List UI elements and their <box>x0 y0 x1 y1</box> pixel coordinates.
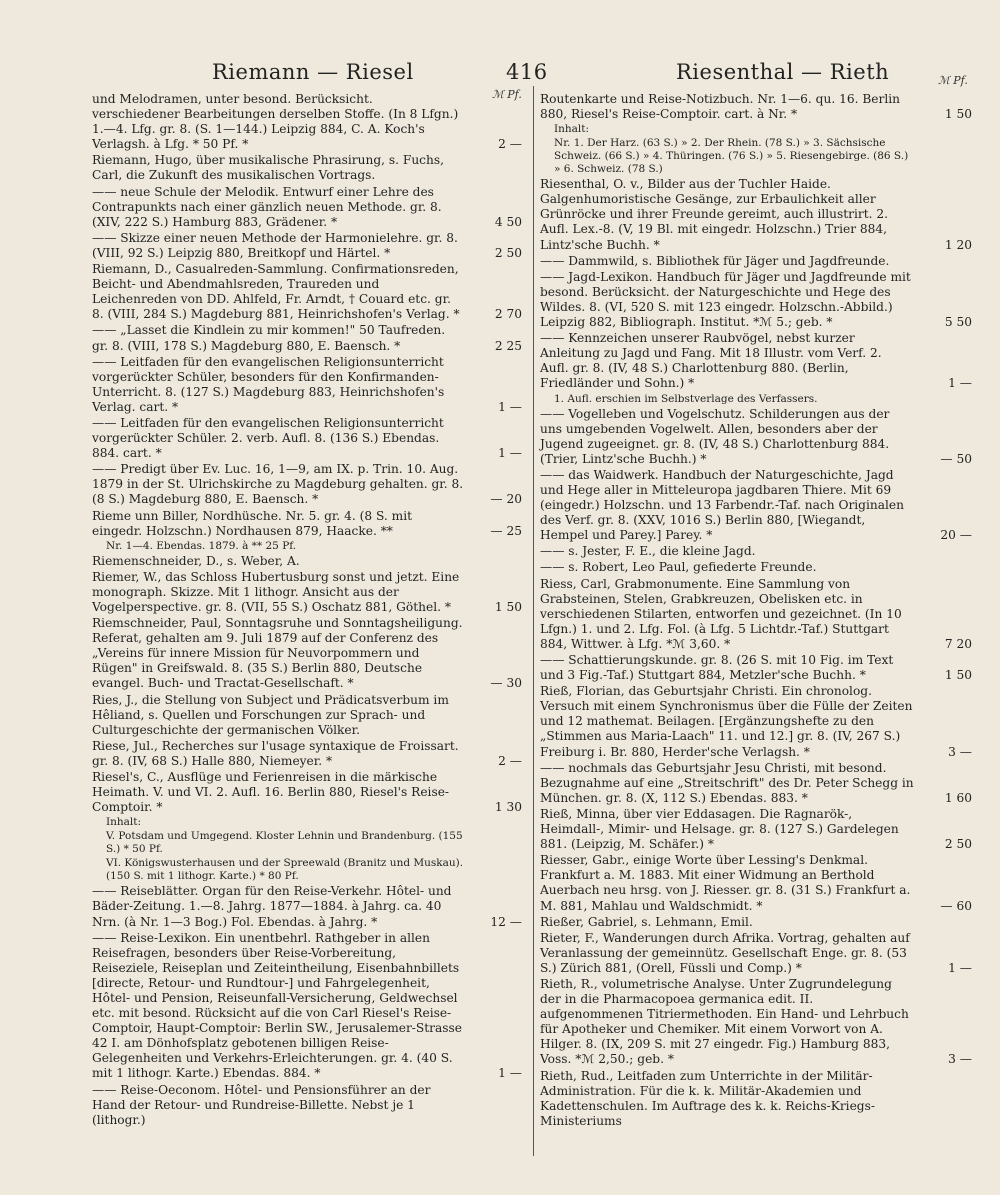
catalog-entry <box>92 931 522 1082</box>
entry-text: —— Jagd-Lexikon. Handbuch für Jäger und Jagdfreunde mit besond. Berücksicht. der Naturgeschichte und Hege des Wildes. 8. (VI, 520 S. mit 123 eingedr. Holzschn.-Abbild.) Leipzig 882, Bibliograph. Institut. *ℳ 5.; geb. * <box>540 269 911 330</box>
entry-text: —— Kennzeichen unserer Raubvögel, nebst kurzer Anleitung zu Jagd und Fang. Mit 18 Illustr. vom Verf. 2. Aufl. gr. 8. (IV, 48 S.) Charlottenburg 880. (Berlin, Friedländer und Sohn.) * <box>540 331 882 391</box>
catalog-entry <box>92 509 522 539</box>
entry-price: 5 50 <box>944 315 972 330</box>
entry-price: 1 — <box>498 1066 522 1081</box>
entry-text: Rieß, Florian, das Geburtsjahr Christi. Ein chronolog. Versuch mit einem Synchronismus über die Fülle der Zeiten und 12 mathemat. Beilagen. [Ergänzungshefte zu den „Stimmen aus Maria-Laach" 11. und 12.] gr. 8. (IV, 267 S.) Freiburg i. Br. 880, Herder'sche Verlagsh. * <box>540 684 913 759</box>
entry-price: 1 — <box>948 960 972 975</box>
entry-price: 4 50 <box>494 214 522 229</box>
entry-text: Inhalt: <box>106 816 142 829</box>
entry-price: — 50 <box>940 451 972 466</box>
entry-price: 1 — <box>498 399 522 414</box>
entry-price: — 60 <box>940 898 972 913</box>
catalog-entry <box>92 323 522 353</box>
catalog-entry <box>540 177 972 252</box>
catalog-entry <box>92 884 522 929</box>
entry-text: Riemschneider, Paul, Sonntagsruhe und Sonntagsheiligung. Referat, gehalten am 9. Juli 1879 auf der Conferenz des „Vereins für innere Mission für Neuvorpommern und Rügen" in Greifswald. 8. (35 S.) Berlin 880, Deutsche evangel. Buch- und Tractat-Gesellschaft. * <box>92 616 463 691</box>
entry-price: 3 — <box>948 1052 972 1067</box>
catalog-entry <box>540 653 972 683</box>
entry-text: Rieth, R., volumetrische Analyse. Unter Zugrundelegung der in die Pharmacopoea germanica edit. II. aufgenommenen Titriermethoden. Ein Hand- und Lehrbuch für Apotheker und Chemiker. Mit einem Vorwort von A. Hilger. 8. (IX, 209 S. mit 27 eingedr. Fig.) Hamburg 883, Voss. *ℳ 2,50.; geb. * <box>540 976 909 1067</box>
entry-text: Rieth, Rud., Leitfaden zum Unterrichte in der Militär-Administration. Für die k. k. Militär-Akademien und Kadettenschulen. Im Auftrage des k. k. Reichs-Kriegs-Ministeriums <box>540 1068 875 1128</box>
entry-text: Riemer, W., das Schloss Hubertusburg sonst und jetzt. Eine monograph. Skizze. Mit 1 lithogr. Ansicht aus der Vogelperspective. gr. 8. (VII, 55 S.) Oschatz 881, Göthel. * <box>92 569 460 614</box>
entry-text: Rieme unn Biller, Nordhüsche. Nr. 5. gr. 4. (8 S. mit eingedr. Holzschn.) Nordhausen 879, Haacke. ** <box>92 508 413 538</box>
running-head-right: Riesenthal — Rieth <box>676 60 890 84</box>
entry-text: —— neue Schule der Melodik. Entwurf einer Lehre des Contrapunkts nach einer gänzlich neuen Methode. gr. 8. (XIV, 222 S.) Hamburg 883, Grädener. * <box>92 184 442 229</box>
catalog-entry <box>540 807 972 852</box>
right-column <box>540 92 972 1130</box>
entry-price: 1 30 <box>494 800 522 815</box>
catalog-entry <box>92 185 522 230</box>
entry-text: —— s. Robert, Leo Paul, gefiederte Freunde. <box>540 560 817 575</box>
catalog-entry <box>540 684 972 759</box>
catalog-entry <box>92 540 522 553</box>
catalog-entry <box>540 270 972 330</box>
left-column <box>92 92 522 1129</box>
catalog-entry <box>92 554 522 569</box>
entry-text: —— „Lasset die Kindlein zu mir kommen!" 50 Taufreden. gr. 8. (VIII, 178 S.) Magdeburg 880, E. Baensch. * <box>92 323 446 353</box>
entry-text: Rieter, F., Wanderungen durch Afrika. Vortrag, gehalten auf Veranlassung der gemeinnütz. Gesellschaft Enge. gr. 8. (53 S.) Zürich 881, (Orell, Füssli und Comp.) * <box>540 930 910 975</box>
entry-price: 1 — <box>948 376 972 391</box>
catalog-entry <box>92 153 522 183</box>
catalog-entry <box>540 577 972 652</box>
catalog-entry <box>92 1083 522 1128</box>
catalog-entry <box>540 560 972 575</box>
entry-text: Inhalt: <box>554 123 590 136</box>
catalog-entry <box>92 462 522 507</box>
entry-price: 3 — <box>948 744 972 759</box>
entry-price: 2 50 <box>494 245 522 260</box>
entry-text: Routenkarte und Reise-Notizbuch. Nr. 1—6. qu. 16. Berlin 880, Riesel's Reise-Comptoir. cart. à Nr. * <box>540 92 900 122</box>
catalog-entry <box>92 262 522 322</box>
catalog-entry <box>540 853 972 913</box>
entry-text: —— nochmals das Geburtsjahr Jesu Christi, mit besond. Bezugnahme auf eine „Streitschrift" des Dr. Peter Schegg in München. gr. 8. (X, 112 S.) Ebendas. 883. * <box>540 760 914 805</box>
entry-price: 2 25 <box>494 338 522 353</box>
catalog-entry <box>540 137 972 176</box>
entry-text: Riesel's, C., Ausflüge und Ferienreisen in die märkische Heimath. V. und VI. 2. Aufl. 16. Berlin 880, Riesel's Reise-Comptoir. * <box>92 770 450 815</box>
entry-text: —— Reise-Lexikon. Ein unentbehrl. Rathgeber in allen Reisefragen, besonders über Reise-Vorbereitung, Reiseziele, Reiseplan und Zeiteintheilung, Eisenbahnbillets [directe, Retour- und Rundtour-] und Fahrgelegenheit, Hôtel- und Pension, Reiseunfall-Versicherung, Geldwechsel etc. mit besond. Rücksicht auf die von Carl Riesel's Reise-Comptoir, Haupt-Comptoir: Berlin SW., Jerusalemer-Strasse 42 I. am Dönhofsplatz gebotenen billigen Reise-Gelegenheiten und Verkehrs-Erleichterungen. gr. 4. (40 S. mit 1 lithogr. Karte.) Ebendas. 884. * <box>92 930 462 1081</box>
entry-text: Rießer, Gabriel, s. Lehmann, Emil. <box>540 914 753 929</box>
catalog-entry <box>92 570 522 615</box>
entry-price: — 25 <box>490 523 522 538</box>
entry-text: —— s. Jester, F. E., die kleine Jagd. <box>540 544 756 559</box>
catalog-entry <box>540 123 972 136</box>
entry-price: 1 50 <box>494 600 522 614</box>
entry-text: —— Skizze einer neuen Methode der Harmonielehre. gr. 8. (VIII, 92 S.) Leipzig 880, Breitkopf und Härtel. * <box>92 230 458 260</box>
entry-text: Riesenthal, O. v., Bilder aus der Tuchler Haide. Galgenhumoristische Gesänge, zur Erbaulichkeit aller Grünröcke und ihrer Freunde gereimt, auch illustrirt. 2. Aufl. Lex.-8. (V, 19 Bl. mit eingedr. Holzschn.) Trier 884, Lintz'sche Buchh. * <box>540 177 888 252</box>
catalog-entry <box>540 915 972 930</box>
entry-price: 20 — <box>940 528 972 543</box>
entry-text: VI. Königswusterhausen und der Spreewald (Branitz und Muskau). (150 S. mit 1 lithogr. Karte.) * 80 Pf. <box>106 857 464 883</box>
catalog-entry <box>540 254 972 269</box>
catalog-entry <box>92 355 522 415</box>
entry-price: — 30 <box>490 676 522 691</box>
entry-price: 7 20 <box>944 636 972 651</box>
entry-text: Riese, Jul., Recherches sur l'usage syntaxique de Froissart. gr. 8. (IV, 68 S.) Halle 880, Niemeyer. * <box>92 738 459 768</box>
entry-price: 2 70 <box>494 307 522 322</box>
entry-text: Riesser, Gabr., einige Worte über Lessing's Denkmal. Frankfurt a. M. 1883. Mit einer Widmung an Berthold Auerbach neu hrsg. von J. Riesser. gr. 8. (31 S.) Frankfurt a. M. 881, Mahlau und Waldschmidt. * <box>540 853 911 913</box>
running-head-left: Riemann — Riesel <box>212 60 414 84</box>
entry-text: —— Predigt über Ev. Luc. 16, 1—9, am IX. p. Trin. 10. Aug. 1879 in der St. Ulrichskirche zu Magdeburg gehalten. gr. 8. (8 S.) Magdeburg 880, E. Baensch. * <box>92 462 464 507</box>
entry-text: —— das Waidwerk. Handbuch der Naturgeschichte, Jagd und Hege aller in Mitteleuropa jagdbaren Thiere. Mit 69 (eingedr.) Holzschn. und 13 Farbendr.-Taf. nach Originalen des Verf. gr. 8. (XXV, 1016 S.) Berlin 880, [Wiegandt, Hempel und Parey.] Parey. * <box>540 467 904 543</box>
entry-price: 12 — <box>490 914 522 929</box>
entry-text: Riemann, Hugo, über musikalische Phrasirung, s. Fuchs, Carl, die Zukunft des musikalischen Vortrags. <box>92 153 444 183</box>
entry-price: — 20 <box>490 492 522 507</box>
catalog-entry <box>540 761 972 806</box>
entry-text: Ries, J., die Stellung von Subject und Prädicatsverbum im Hêliand, s. Quellen und Forschungen zur Sprach- und Culturgeschichte der germanischen Völker. <box>92 692 449 737</box>
catalog-entry <box>540 468 972 543</box>
catalog-entry <box>92 830 522 856</box>
entry-text: Nr. 1. Der Harz. (63 S.) » 2. Der Rhein. (78 S.) » 3. Sächsische Schweiz. (66 S.) » 4. Thüringen. (76 S.) » 5. Riesengebirge. (86 S.) » 6. Schweiz. (78 S.) <box>554 137 909 176</box>
catalog-entry <box>92 739 522 769</box>
catalog-entry <box>92 416 522 461</box>
entry-price: 2 — <box>498 137 522 152</box>
catalog-entry <box>92 693 522 738</box>
catalog-entry <box>540 92 972 122</box>
entry-text: Riemenschneider, D., s. Weber, A. <box>92 553 300 568</box>
entry-text: 1. Aufl. erschien im Selbstverlage des Verfassers. <box>554 392 818 405</box>
entry-price: 1 50 <box>944 668 972 683</box>
page-number: 416 <box>506 60 548 84</box>
entry-text: Riemann, D., Casualreden-Sammlung. Confirmationsreden, Beicht- und Abendmahlsreden, Traureden und Leichenreden von DD. Ahlfeld, Fr. Arndt, † Couard etc. gr. 8. (VIII, 284 S.) Magdeburg 881, Heinrichshofen's Verlag. * <box>92 262 460 322</box>
column-divider <box>533 86 534 1156</box>
catalog-entry <box>92 770 522 815</box>
entry-text: —— Vogelleben und Vogelschutz. Schilderungen aus der uns umgebenden Vogelwelt. Allen, besonders aber der Jugend zugeeignet. gr. 8. (IV, 48 S.) Charlottenburg 884. (Trier, Lintz'sche Buchh.) * <box>540 406 890 466</box>
entry-price: 1 60 <box>944 790 972 805</box>
entry-text: Rieß, Minna, über vier Eddasagen. Die Ragnarök-, Heimdall-, Mimir- und Helsage. gr. 8. (127 S.) Gardelegen 881. (Leipzig, M. Schäfer.) * <box>540 806 899 852</box>
entry-text: V. Potsdam und Umgegend. Kloster Lehnin und Brandenburg. (155 S.) * 50 Pf. <box>106 830 463 856</box>
catalog-entry <box>540 407 972 467</box>
entry-text: und Melodramen, unter besond. Berücksicht. verschiedener Bearbeitungen derselben Stoffe. (In 8 Lfgn.) 1.—4. Lfg. gr. 8. (S. 1—144.) Leipzig 884, C. A. Koch's Verlagsh. à Lfg. * 50 Pf. * <box>92 92 459 152</box>
entry-text: Riess, Carl, Grabmonumente. Eine Sammlung von Grabsteinen, Stelen, Grabkreuzen, Obelisken etc. in verschiedenen Stilarten, entworfen und gezeichnet. (In 10 Lfgn.) 1. und 2. Lfg. Fol. (à Lfg. 5 Lichtdr.-Taf.) Stuttgart 884, Wittwer. à Lfg. *ℳ 3,60. * <box>540 576 902 651</box>
catalog-entry <box>540 931 972 976</box>
entry-text: —— Leitfaden für den evangelischen Religionsunterricht vorgerückter Schüler, besonders für den Konfirmanden-Unterricht. 8. (127 S.) Magdeburg 883, Heinrichshofen's Verlag. cart. * <box>92 354 445 414</box>
catalog-entry <box>540 977 972 1068</box>
entry-price: 1 50 <box>944 107 972 122</box>
catalog-entry <box>540 331 972 391</box>
entry-price: 1 20 <box>944 237 972 252</box>
catalog-entry <box>92 857 522 883</box>
entry-text: —— Schattierungskunde. gr. 8. (26 S. mit 10 Fig. im Text und 3 Fig.-Taf.) Stuttgart 884, Metzler'sche Buchh. * <box>540 653 894 683</box>
catalog-entry <box>540 393 972 406</box>
entry-text: —— Dammwild, s. Bibliothek für Jäger und Jagdfreunde. <box>540 253 890 268</box>
catalog-entry <box>92 231 522 261</box>
entry-price: 2 — <box>498 753 522 768</box>
entry-text: —— Reiseblätter. Organ für den Reise-Verkehr. Hôtel- und Bäder-Zeitung. 1.—8. Jahrg. 1877—1884. à Jahrg. ca. 40 Nrn. (à Nr. 1—3 Bog.) Fol. Ebendas. à Jahrg. * <box>92 884 452 929</box>
entry-price: 1 — <box>498 446 522 461</box>
entry-text: Nr. 1—4. Ebendas. 1879. à ** 25 Pf. <box>106 539 297 552</box>
catalog-entry <box>92 616 522 691</box>
entry-text: —— Reise-Oeconom. Hôtel- und Pensionsführer an der Hand der Retour- und Rundreise-Billette. Nebst je 1 (lithogr.) <box>92 1082 431 1127</box>
catalog-entry <box>92 92 522 152</box>
entry-price: 2 50 <box>944 837 972 852</box>
entry-text: —— Leitfaden für den evangelischen Religionsunterricht vorgerückter Schüler. 2. verb. Aufl. 8. (136 S.) Ebendas. 884. cart. * <box>92 415 444 461</box>
price-column-label-left: ℳ Pf. <box>492 88 522 101</box>
catalog-entry <box>92 816 522 829</box>
catalog-entry <box>540 544 972 559</box>
price-column-label-right: ℳ Pf. <box>938 74 968 87</box>
catalog-entry <box>540 1069 972 1129</box>
